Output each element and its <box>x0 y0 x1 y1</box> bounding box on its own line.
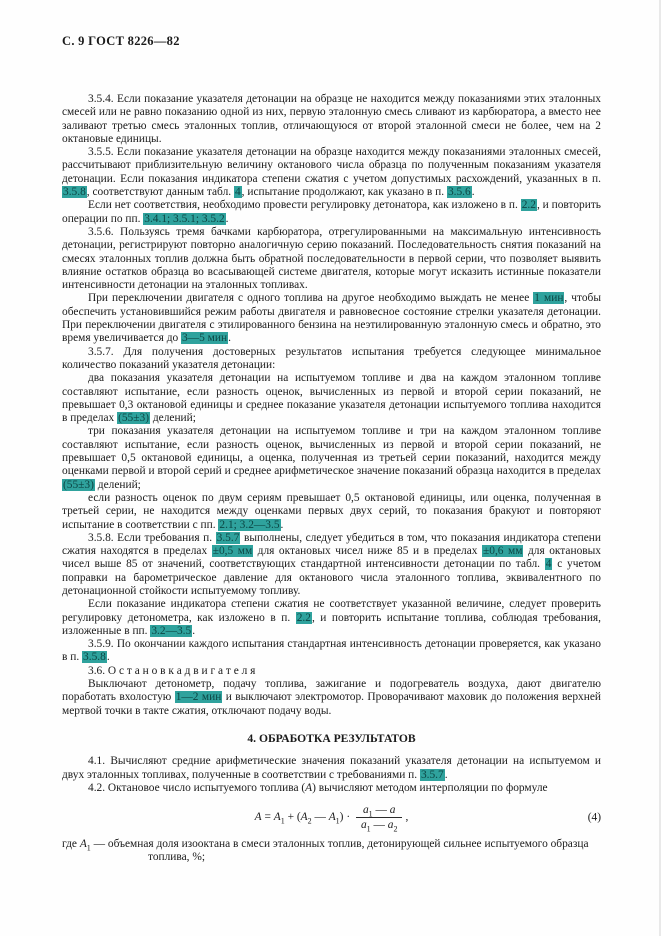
paragraph <box>62 292 601 345</box>
text-run: Если показание индикатора степени сжатия не соответствует указанной величине, следует проверить регулировку детонометра, как изложено в п. <box>62 598 601 624</box>
text-run: , соответствуют данным табл. <box>86 186 234 199</box>
paragraph <box>62 346 601 373</box>
paragraph <box>62 755 601 782</box>
ref-link[interactable]: 3.2—3.5 <box>151 624 192 637</box>
text-run: А <box>79 838 87 851</box>
text-run: , испытание продолжают, как указано в п. <box>241 186 447 199</box>
text-run: — объемная доля изооктана в смеси эталонных топлив, детонирующей сильнее испытуемого образца топлива, %; <box>90 838 589 864</box>
text-run: выполнены, следует убедиться в том, что показания индикатора степени сжатия находятся в пределах <box>62 531 601 558</box>
text-run: для октановых чисел ниже 85 и в пределах <box>253 545 482 558</box>
text-run: 1 <box>368 809 373 819</box>
paragraph <box>62 372 601 425</box>
text-run: 4.1. Вычисляют средние арифметические значения показаний указателя детонации на испытуемом и двух эталонных топливах, полученные в соответствии с требованиями п. <box>62 755 601 781</box>
fraction <box>356 804 403 834</box>
text-run: . <box>225 212 229 225</box>
text-run: . <box>106 651 110 664</box>
paragraph <box>62 665 601 678</box>
page-header <box>62 34 601 49</box>
text-run: если разность оценок по двум сериям превышает 0,5 октановой единицы, или оценка, полученная в третьей серии, не находится между оценками первых двух серий, то показания бракуют и повторяют испытание в соответствии с пп. <box>62 491 601 531</box>
document-body <box>62 93 601 865</box>
text-run: При переключении двигателя с одного топлива на другое необходимо выждать не менее <box>88 292 534 305</box>
text-run: 3.5.7. Для получения достоверных результатов испытания требуется следующее минимальное количество показаний указателя детонации: <box>62 345 601 371</box>
text-run: . <box>280 518 284 531</box>
text-run: ) · <box>339 811 353 824</box>
ref-link[interactable]: 3.5.8 <box>83 651 106 664</box>
text-run: с учетом поправки на барометрическое давление для октанового числа эталонного топлива, эквивалентного по детонационной стойкости испытуемому топливу. <box>62 558 601 597</box>
text-run: , <box>405 811 409 824</box>
text-run: А <box>254 811 262 824</box>
text-run: . <box>471 186 475 199</box>
paragraph <box>62 492 601 532</box>
text-run: , и повторить испытание топлива, соблюдая требования, изложенные в пп. <box>62 611 602 637</box>
text-run: 4. ОБРАБОТКА РЕЗУЛЬТАТОВ <box>247 731 416 745</box>
text-run: 1 <box>366 824 371 834</box>
formula-body <box>254 804 409 834</box>
text-run: — <box>311 811 329 824</box>
text-run: а <box>362 804 369 817</box>
text-run: 3.5.4. Если показание указателя детонации на образце не находится между показаниями этих эталонных смесей или не равно показанию одной из них, первую эталонную смесь сливают из карбюратора, а вместо нее заливают третью смесь эталонных топлив, отличающуюся от второй эталонной смеси не более, чем на 2 октановые единицы. <box>62 93 601 145</box>
text-run: 2 <box>393 824 398 834</box>
text-run: . <box>444 768 448 781</box>
ref-link[interactable]: 3.5.6 <box>447 186 471 199</box>
text-run: ) вычисляют методом интерполяции по формуле <box>312 781 548 794</box>
formula <box>62 804 601 834</box>
ref-link[interactable]: (55±3) <box>63 478 94 491</box>
text-run: , и повторить операции по пп. <box>62 199 601 225</box>
ref-link[interactable]: 1—2 мин <box>175 691 222 704</box>
text-run: = <box>261 811 274 824</box>
ref-link[interactable]: 4 <box>234 186 241 199</box>
text-run: А <box>305 781 313 794</box>
text-run: три показания указателя детонации на испытуемом топливе и три на каждом эталонном топливе составляют испытание, если разность оценок, вычисленных из первой и второй серии показаний, не превышает 0,5 октановой единицы, а оценка, полученная из третьей серии показаний, находится между оценками первой и второй серий и среднее арифметическое значение показаний образца находится в пределах <box>62 425 601 478</box>
ref-link[interactable]: 3.5.7 <box>420 768 444 781</box>
text-run: два показания указателя детонации на испытуемом топливе и два на каждом эталонном топливе составляют испытание, если разность оценок, вычисленных из первой и второй серии показаний, не превышает 0,3 октановой единицы и среднее показание указателя детонации испытуемого топлива находится в пределах <box>62 372 601 425</box>
paragraph <box>62 146 601 199</box>
text-run: Если нет соответствия, необходимо провести регулировку детонатора, как изложено в п. <box>88 199 521 212</box>
section-heading <box>62 732 601 745</box>
text-run: делений; <box>150 412 196 425</box>
paragraph <box>62 199 601 226</box>
text-run: 4.2. Октановое число испытуемого топлива ( <box>88 781 306 794</box>
fraction-numerator <box>356 804 403 818</box>
paragraph <box>62 638 601 665</box>
ref-link[interactable]: 2.1; 3.2—3.5 <box>219 518 280 531</box>
paragraph <box>62 226 601 292</box>
fraction-denominator <box>356 818 403 834</box>
ref-link[interactable]: ±0,5 мм <box>212 545 253 558</box>
text-run: — <box>370 819 388 832</box>
text-run: для октановых чисел выше 85 от значений, соответствующих стандартной интенсивности детонации по табл. <box>62 545 601 571</box>
ref-link[interactable]: 2.2 <box>296 611 311 624</box>
ref-link[interactable]: 3.5.7 <box>216 531 240 544</box>
text-run: Выключают детонометр, подачу топлива, зажигание и подогреватель воздуха, дают двигателю поработать вхолостую <box>62 678 601 704</box>
paragraph <box>62 678 601 718</box>
text-run: . <box>192 624 196 637</box>
text-run: . <box>228 332 231 345</box>
text-run: А <box>328 811 336 824</box>
ref-link[interactable]: 4 <box>545 558 552 571</box>
paragraph <box>62 838 601 865</box>
text-run: 1 <box>280 816 285 826</box>
ref-link[interactable]: 3.4.1; 3.5.1; 3.5.2 <box>144 212 225 225</box>
ref-link[interactable]: 1 мин <box>534 292 564 305</box>
text-run: 3.5.6. Пользуясь тремя бачками карбюратора, отрегулированными на максимальную интенсивность детонации, регистрируют повторно аналогичную серию показаний. Последовательность снятия показаний на смесях эталонных топлив должна быть обратной последовательности в первой серии, что позволяет выявить влияние остатков образца во всасывающей системе двигателя, которые могут исказить истинные показатели интенсивности детонации на эталонных топливах. <box>62 225 601 292</box>
paragraph <box>62 598 601 638</box>
text-run: + ( <box>284 811 301 824</box>
ref-link[interactable]: 3—5 мин <box>182 332 228 345</box>
paragraph <box>62 532 601 598</box>
text-run: 3.5.8. Если требования п. <box>88 531 216 544</box>
text-run: , чтобы обеспечить установившийся режим работы двигателя и равновесное состояние стрелки указателя детонации. При переключении двигателя с этилированного бензина на неэтилированную эталонную смесь и обратно, это время увеличивается до <box>62 292 601 345</box>
text-run: а <box>387 819 394 832</box>
ref-link[interactable]: 3.5.8 <box>63 186 86 199</box>
text-run: А <box>273 811 281 824</box>
text-run: 3.6. О с т а н о в к а д в и г а т е л я <box>88 664 256 677</box>
paragraph <box>62 425 601 491</box>
text-run: 1 <box>86 843 91 853</box>
text-run: 1 <box>335 816 340 826</box>
formula-number: (4) <box>587 810 601 823</box>
ref-link[interactable]: (55±3) <box>118 412 149 425</box>
paragraph <box>62 782 601 795</box>
text-run: 3.5.9. По окончании каждого испытания стандартная интенсивность детонации проверяется, как указано в п. <box>62 638 601 664</box>
paragraph <box>62 93 601 146</box>
ref-link[interactable]: ±0,6 мм <box>483 545 523 558</box>
text-run: — <box>372 804 390 817</box>
text-run: А <box>300 811 308 824</box>
text-run: а <box>360 819 367 832</box>
text-run: и выключают электромотор. Проворачивают маховик до положения верхней мертвой точки в такте сжатия, отключают подачу воды. <box>62 691 601 717</box>
text-run: 3.5.5. Если показание указателя детонации на образце находится между показаниями эталонных смесей, рассчитывают приблизительную величину октанового числа образца по полученным показаниям указателя детонации. Если показания индикатора степени сжатия с учетом допустимых расхождений, указанных в п. <box>62 146 601 185</box>
text-run: а <box>389 804 396 817</box>
text-run: 2 <box>307 816 312 826</box>
page-header-text: С. 9 ГОСТ 8226—82 <box>62 34 180 48</box>
text-run: делений; <box>94 478 141 491</box>
ref-link[interactable]: 2.2 <box>521 199 536 212</box>
text-run: где <box>62 838 80 851</box>
